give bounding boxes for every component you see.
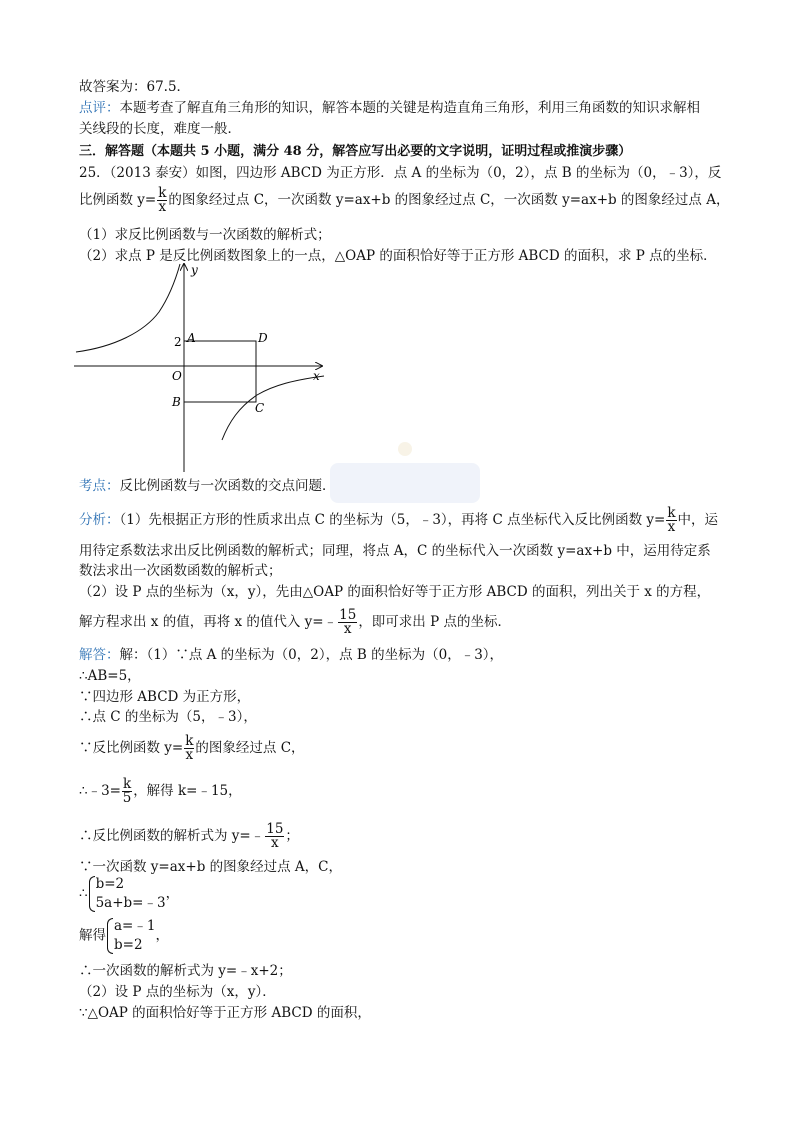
fraction-denominator: 5 [122, 790, 132, 806]
step5-text-a: ∴﹣3= [79, 783, 121, 799]
analysis-line-1 [79, 507, 718, 534]
step5-text-b: ，解得 k=﹣15， [133, 783, 242, 799]
solution-step-7: ∵一次函数 y=ax+b 的图象经过点 A，C， [79, 859, 343, 875]
fraction-15-over-x [265, 823, 284, 850]
fraction-denominator: x [343, 621, 352, 637]
analysis-line-4: （2）设 P 点的坐标为（x，y），先由△OAP 的面积恰好等于正方形 ABCD 的面积，列出关于 x 的方程， [79, 584, 711, 600]
equation-system-2 [106, 917, 155, 955]
fraction-numerator: k [123, 776, 132, 792]
fraction-denominator: x [158, 199, 167, 215]
coordinate-figure [74, 262, 334, 474]
kaodian-tag: 考点： [79, 478, 120, 494]
solution-step-11: （2）设 P 点的坐标为（x，y）． [79, 984, 276, 1000]
watermark-logo [320, 435, 490, 515]
label-c: C [255, 401, 265, 415]
fraction-numerator: k [158, 185, 167, 201]
equation-system-1 [88, 875, 166, 913]
fraction-numerator: k [185, 733, 194, 749]
equation: b=2 [95, 876, 125, 892]
analysis-line-3: 数法求出一次函数函数的解析式； [79, 563, 282, 579]
analysis-text-c: 解方程求出 x 的值，再将 x 的值代入 y=﹣ [79, 614, 338, 630]
fraction-denominator: x [271, 835, 279, 851]
axis-y-label: y [191, 263, 198, 277]
step4-text-b: 的图象经过点 C， [195, 740, 305, 756]
comment-line-1 [79, 99, 700, 117]
analysis-tag: 分析： [79, 512, 120, 528]
solution-step-4 [79, 735, 305, 762]
fraction-numerator: 15 [266, 821, 284, 837]
step8-text-b: ， [165, 885, 180, 902]
hyperbola-lower-branch [222, 376, 324, 440]
step4-text-a: ∵反比例函数 y= [79, 740, 184, 756]
solution-text: 解：（1）∵点 A 的坐标为（0，2），点 B 的坐标为（0，﹣3）， [119, 647, 504, 663]
axis-x-label: x [313, 369, 320, 383]
label-origin: O [172, 369, 182, 383]
solution-tag: 解答： [79, 647, 120, 663]
kaodian-line [79, 477, 336, 495]
question-part-1: （1）求反比例函数与一次函数的解析式； [79, 227, 331, 243]
question-line-1: 25．（2013 泰安）如图，四边形 ABCD 为正方形．点 A 的坐标为（0，2），点 B 的坐标为（0，﹣3），反 [79, 165, 722, 181]
solution-step-6 [79, 823, 299, 850]
fraction-denominator: x [185, 747, 194, 763]
label-a: A [187, 331, 196, 345]
equation: 5a+b=﹣3 [95, 895, 166, 911]
fraction-k-over-x [157, 187, 167, 214]
solution-line-1 [79, 646, 503, 664]
answer-line: 故答案为：67.5． [79, 79, 191, 95]
analysis-text-d: ，即可求出 P 点的坐标． [358, 614, 511, 630]
fraction-k-over-x [184, 735, 194, 762]
question-text-a: 比例函数 y= [79, 192, 157, 208]
solution-step-9 [79, 917, 169, 955]
section-title: 三．解答题（本题共 5 小题，满分 48 分，解答应写出必要的文字说明，证明过程或推演步骤） [79, 144, 632, 159]
comment-text: 本题考查了解直角三角形的知识，解答本题的关键是构造直角三角形，利用三角函数的知识求解相 [119, 100, 700, 116]
fraction-numerator: k [667, 505, 676, 521]
analysis-line-2: 用待定系数法求出反比例函数的解析式；同理，将点 A，C 的坐标代入一次函数 y=ax+b 中，运用待定系 [79, 543, 711, 559]
solution-step-10: ∴一次函数的解析式为 y=﹣x+2； [79, 963, 292, 979]
question-line-2 [79, 187, 729, 214]
step6-text-b: ； [285, 828, 299, 844]
fraction-k-over-5 [122, 778, 132, 805]
analysis-text-a: （1）先根据正方形的性质求出点 C 的坐标为（5，﹣3），再将 C 点坐标代入反比例函数 y= [119, 512, 666, 528]
step6-text-a: ∴反比例函数的解析式为 y=﹣ [79, 828, 265, 844]
label-b: B [172, 395, 181, 409]
equation: a=﹣1 [114, 918, 156, 934]
solution-step-12: ∵△OAP 的面积恰好等于正方形 ABCD 的面积， [79, 1005, 371, 1021]
label-d: D [258, 331, 268, 345]
step9-text-b: ， [155, 927, 169, 944]
equation: b=2 [114, 937, 143, 953]
fraction-numerator: 15 [339, 607, 357, 623]
comment-line-2: 关线段的长度，难度一般． [79, 121, 241, 137]
step8-text-a: ∴ [79, 885, 88, 902]
analysis-line-5 [79, 609, 511, 636]
question-text-b: 的图象经过点 C，一次函数 y=ax+b 的图象经过点 C，一次函数 y=ax+b 的图象经过点 A， [168, 192, 730, 208]
tick-label-2: 2 [174, 335, 182, 349]
fraction-15-over-x [338, 609, 357, 636]
solution-step-5 [79, 778, 242, 805]
analysis-text-b: 中，运 [677, 512, 719, 528]
solution-step-1: ∴AB=5， [79, 668, 141, 684]
fraction-denominator: x [667, 519, 676, 535]
question-part-2: （2）求点 P 是反比例函数图象上的一点，△OAP 的面积恰好等于正方形 ABCD 的面积，求 P 点的坐标． [79, 248, 717, 264]
solution-step-3: ∴点 C 的坐标为（5，﹣3）， [79, 709, 257, 725]
solution-step-2: ∵四边形 ABCD 为正方形， [79, 689, 251, 705]
kaodian-text: 反比例函数与一次函数的交点问题． [119, 478, 336, 494]
square-abcd [184, 341, 256, 402]
step9-text-a: 解得 [79, 927, 106, 944]
solution-step-8 [79, 875, 179, 913]
comment-tag: 点评： [79, 100, 120, 116]
hyperbola-upper-branch [76, 264, 180, 352]
fraction-k-over-x [666, 507, 676, 534]
